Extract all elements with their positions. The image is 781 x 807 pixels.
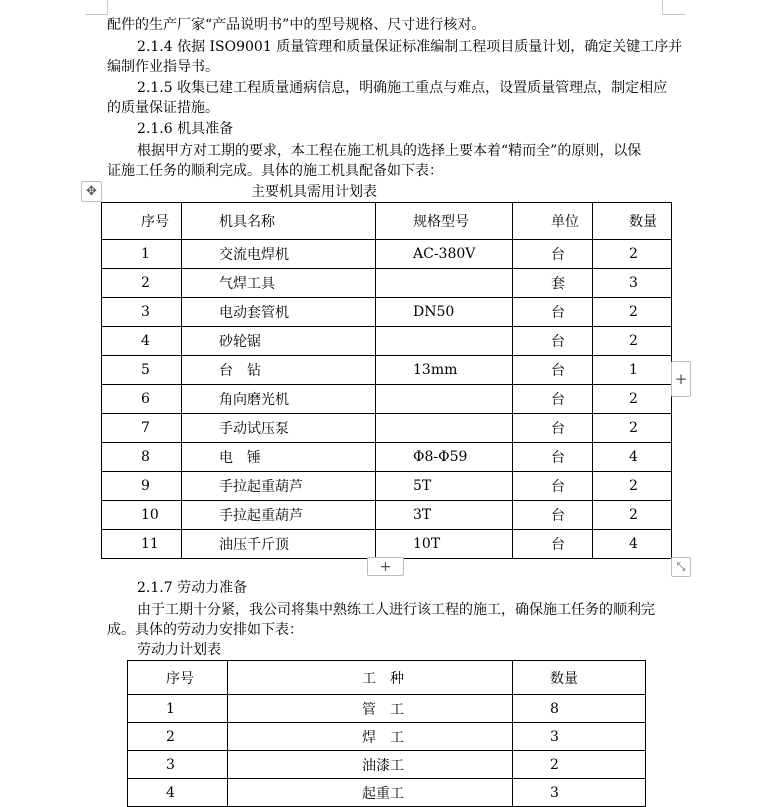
add-row-button[interactable]: + bbox=[367, 557, 404, 576]
table-row bbox=[102, 530, 672, 559]
table-header-cell: 数量 bbox=[593, 203, 672, 240]
table-cell: 2 bbox=[593, 385, 672, 414]
table-cell: 砂轮锯 bbox=[182, 327, 376, 356]
table-caption: 劳动力计划表 bbox=[137, 642, 221, 658]
paragraph-line: 的质量保证措施。 bbox=[107, 100, 219, 116]
table-cell: 2 bbox=[128, 723, 228, 751]
table-cell: 1 bbox=[128, 695, 228, 723]
table-row bbox=[128, 751, 646, 779]
section-heading: 2.1.6 机具准备 bbox=[137, 121, 234, 137]
paragraph-line: 2.1.4 依据 ISO9001 质量管理和质量保证标准编制工程项目质量计划，确定关键工序并 bbox=[137, 39, 683, 55]
table-resize-icon[interactable]: ⤡ bbox=[671, 557, 691, 577]
table-cell: 3 bbox=[513, 779, 646, 807]
table-cell: 手拉起重葫芦 bbox=[182, 472, 376, 501]
table-cell: 台 bbox=[513, 443, 593, 472]
table-row bbox=[102, 298, 672, 327]
table-cell: AC-380V bbox=[376, 240, 513, 269]
table-cell: 8 bbox=[102, 443, 182, 472]
table-header-cell: 机具名称 bbox=[182, 203, 376, 240]
table-header-row bbox=[102, 203, 672, 240]
paragraph-line: 编制作业指导书。 bbox=[107, 59, 219, 75]
table-cell: 手拉起重葫芦 bbox=[182, 501, 376, 530]
section-heading: 2.1.7 劳动力准备 bbox=[137, 580, 248, 596]
table-cell: 台 bbox=[513, 414, 593, 443]
table-cell: 10 bbox=[102, 501, 182, 530]
table-cell bbox=[376, 327, 513, 356]
table-row bbox=[102, 240, 672, 269]
table-cell: 2 bbox=[593, 298, 672, 327]
table-cell: 9 bbox=[102, 472, 182, 501]
table-cell: 7 bbox=[102, 414, 182, 443]
table-cell: 套 bbox=[513, 269, 593, 298]
table-cell: 10T bbox=[376, 530, 513, 559]
paragraph-line: 证施工任务的顺利完成。具体的施工机具配备如下表： bbox=[107, 163, 443, 179]
table-cell: 2 bbox=[593, 472, 672, 501]
table-cell: 台 bbox=[513, 298, 593, 327]
table-cell: 2 bbox=[593, 240, 672, 269]
table-cell bbox=[376, 269, 513, 298]
table-header-cell: 工 种 bbox=[228, 661, 513, 695]
paragraph-line: 根据甲方对工期的要求，本工程在施工机具的选择上要本着“精而全”的原则，以保 bbox=[137, 143, 642, 159]
table-cell: 交流电焊机 bbox=[182, 240, 376, 269]
table-cell: 油漆工 bbox=[228, 751, 513, 779]
table-row bbox=[102, 327, 672, 356]
table-header-row bbox=[128, 661, 646, 695]
table-cell: 管 工 bbox=[228, 695, 513, 723]
table-header-cell: 单位 bbox=[513, 203, 593, 240]
paragraph-line: 成。具体的劳动力安排如下表： bbox=[107, 622, 303, 638]
table-cell: 角向磨光机 bbox=[182, 385, 376, 414]
equipment-table bbox=[101, 202, 672, 559]
table-cell bbox=[376, 414, 513, 443]
table-cell: 4 bbox=[102, 327, 182, 356]
table-cell: 2 bbox=[513, 751, 646, 779]
table-cell: 1 bbox=[593, 356, 672, 385]
table-cell: 油压千斤顶 bbox=[182, 530, 376, 559]
table-cell: 电动套管机 bbox=[182, 298, 376, 327]
page-corner-mark-left bbox=[85, 0, 108, 15]
paragraph-line: 配件的生产厂家“产品说明书”中的型号规格、尺寸进行核对。 bbox=[107, 17, 486, 33]
table-row bbox=[102, 269, 672, 298]
table-row bbox=[102, 501, 672, 530]
table-cell: 2 bbox=[593, 414, 672, 443]
table-cell: 2 bbox=[593, 501, 672, 530]
paragraph-line: 由于工期十分紧，我公司将集中熟练工人进行该工程的施工，确保施工任务的顺利完 bbox=[137, 602, 655, 618]
page-corner-mark-right bbox=[662, 0, 685, 15]
table-cell: 2 bbox=[102, 269, 182, 298]
table-header-cell: 规格型号 bbox=[376, 203, 513, 240]
table-cell: 台 bbox=[513, 501, 593, 530]
table-cell: DN50 bbox=[376, 298, 513, 327]
table-cell: 台 钻 bbox=[182, 356, 376, 385]
labor-table bbox=[127, 660, 646, 807]
table-row bbox=[128, 695, 646, 723]
table-cell: 11 bbox=[102, 530, 182, 559]
table-cell: 台 bbox=[513, 472, 593, 501]
table-cell: 4 bbox=[128, 779, 228, 807]
table-cell: 台 bbox=[513, 356, 593, 385]
table-row bbox=[128, 779, 646, 807]
table-row bbox=[102, 356, 672, 385]
table-cell: 台 bbox=[513, 385, 593, 414]
table-cell: 13mm bbox=[376, 356, 513, 385]
add-column-button[interactable]: + bbox=[671, 361, 691, 397]
table-header-cell: 序号 bbox=[128, 661, 228, 695]
table-cell: 3 bbox=[513, 723, 646, 751]
table-header-cell: 数量 bbox=[513, 661, 646, 695]
table-cell: 6 bbox=[102, 385, 182, 414]
table-row bbox=[102, 443, 672, 472]
table-cell: 3 bbox=[593, 269, 672, 298]
table-cell: 2 bbox=[593, 327, 672, 356]
table-cell bbox=[376, 385, 513, 414]
table-cell: 气焊工具 bbox=[182, 269, 376, 298]
table-cell: 手动试压泵 bbox=[182, 414, 376, 443]
table-cell: 3T bbox=[376, 501, 513, 530]
table-row bbox=[128, 723, 646, 751]
table-cell: 5 bbox=[102, 356, 182, 385]
table-move-handle-icon[interactable]: ✥ bbox=[81, 181, 102, 202]
table-cell: 4 bbox=[593, 443, 672, 472]
paragraph-line: 2.1.5 收集已建工程质量通病信息，明确施工重点与难点，设置质量管理点，制定相应 bbox=[137, 80, 668, 96]
table-cell: 3 bbox=[102, 298, 182, 327]
table-cell: 1 bbox=[102, 240, 182, 269]
table-cell: 起重工 bbox=[228, 779, 513, 807]
table-cell: 4 bbox=[593, 530, 672, 559]
table-cell: 3 bbox=[128, 751, 228, 779]
table-cell: 5T bbox=[376, 472, 513, 501]
table-caption: 主要机具需用计划表 bbox=[251, 184, 377, 200]
table-cell: Φ8-Φ59 bbox=[376, 443, 513, 472]
table-cell: 8 bbox=[513, 695, 646, 723]
table-cell: 电 锤 bbox=[182, 443, 376, 472]
table-cell: 焊 工 bbox=[228, 723, 513, 751]
table-row bbox=[102, 472, 672, 501]
table-cell: 台 bbox=[513, 240, 593, 269]
table-row bbox=[102, 414, 672, 443]
table-cell: 台 bbox=[513, 530, 593, 559]
table-header-cell: 序号 bbox=[102, 203, 182, 240]
table-row bbox=[102, 385, 672, 414]
table-cell: 台 bbox=[513, 327, 593, 356]
